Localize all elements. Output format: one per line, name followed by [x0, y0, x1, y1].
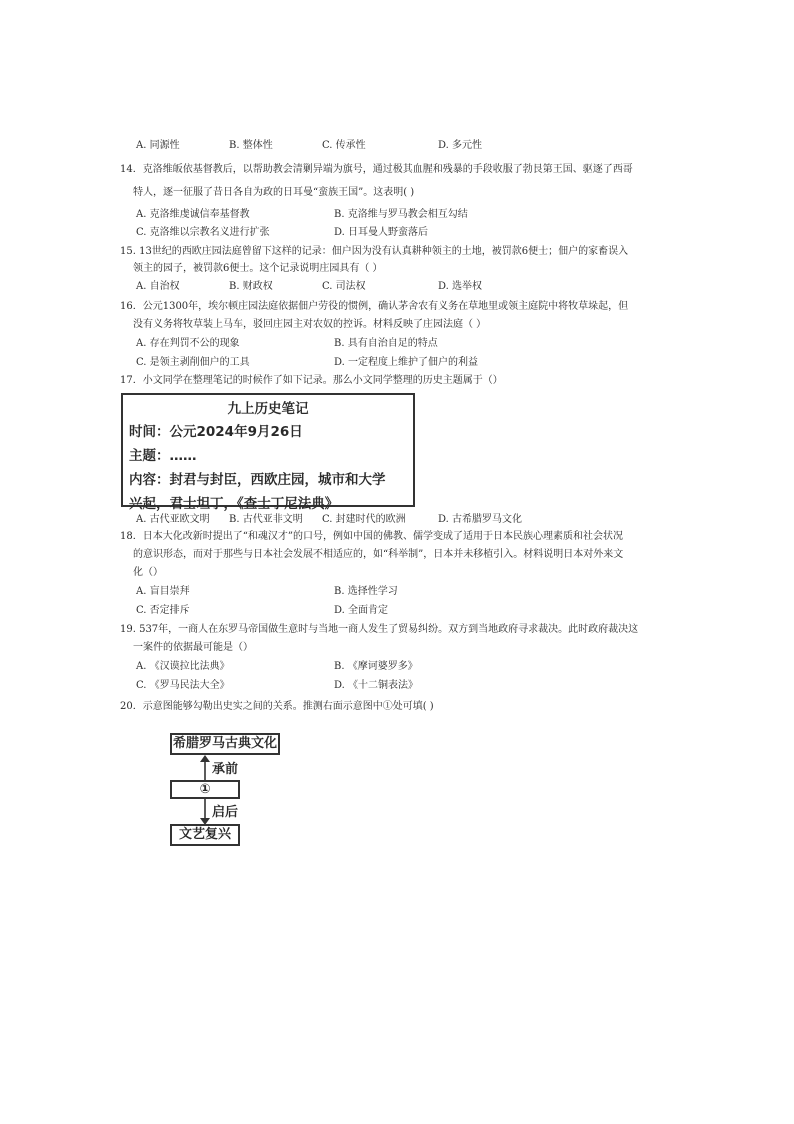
q19-option-b: B. 《摩诃婆罗多》 — [334, 661, 418, 672]
diagram-label-chengqian: 承前 — [212, 762, 239, 777]
q14-option-a: A. 克洛维虔诚信奉基督教 — [136, 209, 250, 220]
q17-option-c: C. 封建时代的欧洲 — [322, 514, 406, 525]
note-content-line2: 兴起，君士坦丁，《查士丁尼法典》 — [129, 496, 339, 512]
q18-stem-line2: 的意识形态，而对于那些与日本社会发展不相适应的，如“科举制”，日本并未移植引入。材料说明日本对外来文 — [133, 549, 624, 560]
q15-stem-line1: 15. 13世纪的西欧庄园法庭曾留下这样的记录：佃户因为没有认真耕种领主的土地，被罚款6便士；佃户的家畜误入 — [120, 246, 629, 257]
q18-stem-line1: 18．日本大化改新时提出了“和魂汉才”的口号，例如中国的佛教、儒学变成了适用于日本民族心理素质和社会状况 — [120, 531, 623, 542]
q18-option-a: A. 盲目崇拜 — [136, 586, 190, 597]
q19-option-a: A. 《汉谟拉比法典》 — [136, 661, 230, 672]
note-title: 九上历史笔记 — [227, 401, 309, 417]
q19-option-d: D. 《十二铜表法》 — [334, 680, 419, 691]
q17-option-d: D. 古希腊罗马文化 — [438, 514, 523, 525]
q19-stem-line1: 19. 537年，一商人在东罗马帝国做生意时与当地一商人发生了贸易纠纷。双方到当地政府寻求裁决。此时政府裁决这 — [120, 624, 639, 635]
q15-option-d: D. 选举权 — [438, 281, 483, 292]
q18-option-b: B. 选择性学习 — [334, 586, 398, 597]
diagram-label-qihou: 启后 — [212, 805, 239, 820]
q14-option-d: D. 日耳曼人野蛮落后 — [334, 227, 429, 238]
q14-option-b: B. 克洛维与罗马教会相互勾结 — [334, 209, 468, 220]
q14-stem-line2: 特人，逐一征服了昔日各自为政的日耳曼“蛮族王国”。这表明( ) — [133, 187, 415, 198]
q19-stem-line2: 一案件的依据最可能是（） — [133, 642, 253, 653]
q19-option-c: C. 《罗马民法大全》 — [136, 680, 230, 691]
q17-option-a: A. 古代亚欧文明 — [136, 514, 210, 525]
q13-option-d: D. 多元性 — [438, 140, 483, 151]
diagram-middle-box: ① — [170, 780, 240, 799]
q17-stem: 17．小文同学在整理笔记的时候作了如下记录。那么小文同学整理的历史主题属于（） — [120, 375, 503, 386]
q14-option-c: C. 克洛维以宗教名义进行扩张 — [136, 227, 270, 238]
q14-stem-line1: 14．克洛维皈依基督教后，以帮助教会清剿异端为旗号，通过极其血腥和残暴的手段收服了勃艮第王国、驱逐了西哥 — [120, 164, 633, 175]
q13-option-a: A. 同源性 — [136, 140, 180, 151]
q16-option-a: A. 存在判罚不公的现象 — [136, 338, 240, 349]
q18-option-d: D. 全面肯定 — [334, 605, 389, 616]
note-content-line1: 内容：封君与封臣，西欧庄园，城市和大学 — [129, 472, 386, 488]
note-theme: 主题：…… — [129, 448, 197, 464]
q20-stem: 20．示意图能够勾勒出史实之间的关系。推测右面示意图中①处可填( ) — [120, 701, 434, 712]
q15-option-c: C. 司法权 — [322, 281, 366, 292]
q15-option-a: A. 自治权 — [136, 281, 180, 292]
q16-stem-line2: 没有义务将牧草装上马车，驳回庄园主对农奴的控诉。材料反映了庄园法庭（ ） — [133, 319, 487, 330]
q17-option-b: B. 古代亚非文明 — [229, 514, 303, 525]
q15-stem-line2: 领主的园子，被罚款6便士。这个记录说明庄园具有（ ） — [133, 263, 383, 274]
history-note-box — [121, 393, 415, 512]
diagram-top-box: 希腊罗马古典文化 — [170, 733, 280, 755]
relation-diagram — [170, 733, 280, 848]
q18-stem-line3: 化（） — [133, 567, 163, 578]
q16-option-b: B. 具有自治自足的特点 — [334, 338, 438, 349]
q16-stem-line1: 16．公元1300年，埃尔顿庄园法庭依据佃户劳役的惯例，确认茅舍农有义务在草地里或领主庭院中将牧草垛起，但 — [120, 301, 629, 312]
q16-option-d: D. 一定程度上维护了佃户的利益 — [334, 357, 479, 368]
arrow-down-icon — [198, 799, 212, 825]
q18-option-c: C. 否定排斥 — [136, 605, 190, 616]
diagram-bottom-box: 文艺复兴 — [170, 824, 240, 846]
note-time: 时间：公元2024年9月26日 — [129, 424, 303, 440]
q13-option-b: B. 整体性 — [229, 140, 273, 151]
q16-option-c: C. 是领主剥削佃户的工具 — [136, 357, 250, 368]
q13-option-c: C. 传承性 — [322, 140, 366, 151]
q15-option-b: B. 财政权 — [229, 281, 273, 292]
